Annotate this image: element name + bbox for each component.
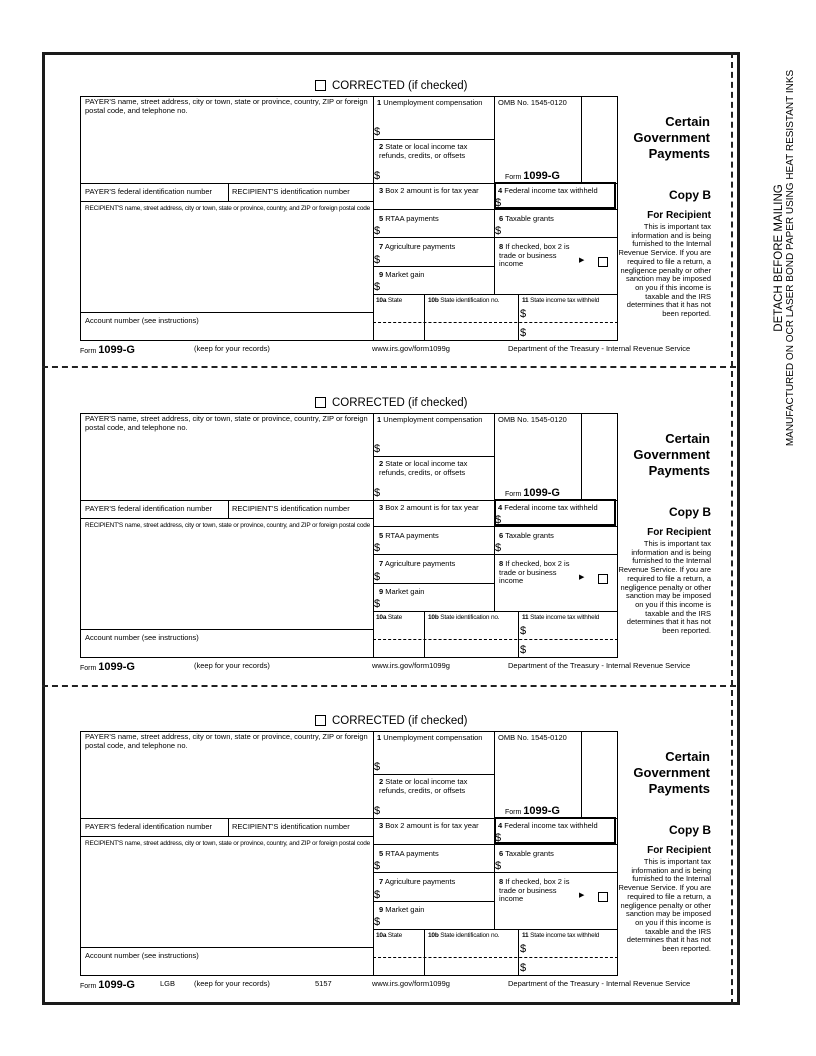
grid-divider [80, 629, 373, 630]
box9-label: Market gain [385, 905, 425, 914]
form-name: 1099-G [98, 979, 135, 991]
grid-divider-dashed [373, 957, 618, 958]
recipient-tin-label: RECIPIENT'S identification number [232, 187, 350, 196]
for-recipient-label: For Recipient [647, 845, 711, 856]
corrected-checkbox[interactable] [315, 80, 326, 91]
box11-label: State income tax withheld [530, 614, 600, 621]
payer-name-label: PAYER'S name, street address, city or town, state or province, country, ZIP or foreign postal code, and telephone no. [85, 414, 368, 432]
box5-dollar: $ [374, 225, 381, 237]
grid-divider [80, 818, 373, 819]
grid-divider [80, 518, 373, 519]
box9-number: 9 [379, 270, 384, 279]
form-1099g-copy [80, 80, 712, 367]
box4-number: 4 [498, 503, 503, 512]
box1-label: Unemployment compensation [383, 415, 483, 424]
form-id [505, 487, 560, 499]
box2-number: 2 [379, 777, 384, 786]
box7-dollar: $ [374, 571, 381, 583]
grid-divider [494, 901, 495, 929]
form-name: 1099-G [98, 661, 135, 673]
department-label: Department of the Treasury - Internal Revenue Service [508, 661, 691, 670]
box6-dollar: $ [495, 542, 502, 554]
box5-dollar: $ [374, 860, 381, 872]
arrow-icon: ▶ [579, 257, 585, 264]
box10b-number: 10b [428, 614, 439, 621]
box1-number: 1 [377, 98, 382, 107]
omb-number: OMB No. 1545-0120 [498, 415, 567, 424]
box11-dollar-2: $ [520, 644, 527, 656]
grid-divider [373, 139, 494, 140]
box2-label: State or local income tax refunds, credits, or offsets [379, 142, 468, 160]
grid-divider [373, 209, 618, 210]
box5-label: RTAA payments [385, 849, 439, 858]
grid-divider [373, 554, 618, 555]
box11-dollar-1: $ [520, 943, 527, 955]
grid-divider [494, 583, 495, 611]
box10b-label: State identification no. [440, 932, 500, 939]
grid-divider [494, 731, 495, 881]
box8-checkbox[interactable] [598, 574, 608, 584]
corrected-checkbox-row [315, 80, 467, 92]
box4-number: 4 [498, 186, 503, 195]
form-id [505, 170, 560, 182]
box4-label: Federal income tax withheld [504, 821, 598, 830]
grid-divider [518, 611, 519, 658]
box5-number: 5 [379, 849, 384, 858]
box9-label: Market gain [385, 587, 425, 596]
grid-divider-dashed [373, 639, 618, 640]
grid-divider [228, 500, 229, 518]
grid-divider [518, 929, 519, 976]
form-title: Certain Government Payments [633, 431, 710, 478]
box4-number: 4 [498, 821, 503, 830]
grid-divider [494, 552, 495, 585]
box10a-label: State [387, 932, 403, 939]
corrected-checkbox[interactable] [315, 715, 326, 726]
box6-number: 6 [499, 531, 504, 540]
box11-dollar-2: $ [520, 327, 527, 339]
grid-divider [494, 413, 495, 563]
form-title: Certain Government Payments [633, 749, 710, 796]
box6-dollar: $ [495, 225, 502, 237]
corrected-label: CORRECTED (if checked) [332, 397, 468, 409]
payer-tin-label: PAYER'S federal identification number [85, 187, 213, 196]
form-word: Form [80, 983, 97, 990]
box2-label: State or local income tax refunds, credits, or offsets [379, 459, 468, 477]
box1-label: Unemployment compensation [383, 98, 483, 107]
box8-number: 8 [499, 242, 504, 251]
corrected-label: CORRECTED (if checked) [332, 80, 468, 92]
box10a-label: State [387, 297, 403, 304]
box7-label: Agriculture payments [384, 877, 456, 886]
box9-dollar: $ [374, 281, 381, 293]
box9-number: 9 [379, 905, 384, 914]
box10b-number: 10b [428, 297, 439, 304]
for-recipient-label: For Recipient [647, 210, 711, 221]
box8-number: 8 [499, 877, 504, 886]
box7-dollar: $ [374, 889, 381, 901]
grid-divider [518, 294, 519, 341]
irs-url[interactable]: www.irs.gov/form1099g [372, 979, 450, 988]
notice-text: This is important tax information and is being furnished to the Internal Revenue Service. If you are required to file a return, a negligence penalty or other sanction may be imposed on you if this income is taxable and the IRS determines that it has not been reported. [618, 857, 711, 954]
grid-divider [373, 611, 618, 612]
side-margin-text [773, 70, 797, 446]
box11-dollar-2: $ [520, 962, 527, 974]
grid-divider [424, 294, 425, 341]
form-word: Form [80, 348, 97, 355]
grid-divider [581, 96, 582, 183]
box7-label: Agriculture payments [384, 559, 456, 568]
grid-divider [424, 611, 425, 658]
footer-lgb: LGB [160, 979, 176, 988]
recipient-name-label: RECIPIENT'S name, street address, city or town, state or province, country, and ZIP or foreign postal code [85, 522, 371, 529]
department-label: Department of the Treasury - Internal Revenue Service [508, 344, 691, 353]
copy-label: Copy B [669, 188, 711, 202]
box1-dollar: $ [374, 126, 381, 138]
form-1099g-copy [80, 715, 712, 1002]
form-title: Certain Government Payments [633, 114, 710, 161]
grid-divider [80, 183, 373, 184]
payer-tin-label: PAYER'S federal identification number [85, 504, 213, 513]
box9-label: Market gain [385, 270, 425, 279]
notice-text: This is important tax information and is being furnished to the Internal Revenue Service. If you are required to file a return, a negligence penalty or other sanction may be imposed on you if this income is taxable and the IRS determines that it has not been reported. [618, 222, 711, 319]
box7-number: 7 [379, 559, 384, 568]
box6-number: 6 [499, 849, 504, 858]
box10a-number: 10a [376, 932, 387, 939]
box9-dollar: $ [374, 598, 381, 610]
omb-number: OMB No. 1545-0120 [498, 98, 567, 107]
box11-label: State income tax withheld [530, 297, 600, 304]
copy-label: Copy B [669, 505, 711, 519]
grid-divider [424, 929, 425, 976]
box6-number: 6 [499, 214, 504, 223]
box3-label: Box 2 amount is for tax year [385, 503, 479, 512]
box9-number: 9 [379, 587, 384, 596]
box8-checkbox[interactable] [598, 892, 608, 902]
keep-records: (keep for your records) [194, 344, 270, 353]
account-number-label: Account number (see instructions) [85, 951, 199, 960]
footer-form-id [80, 979, 135, 991]
grid-divider [373, 872, 618, 873]
grid-divider [581, 731, 582, 818]
recipient-tin-label: RECIPIENT'S identification number [232, 822, 350, 831]
detach-text: DETACH BEFORE MAILING [773, 184, 785, 332]
payer-name-label: PAYER'S name, street address, city or town, state or province, country, ZIP or foreign postal code, and telephone no. [85, 97, 368, 115]
paper-notice-text: MANUFACTURED ON OCR LASER BOND PAPER USING HEAT RESISTANT INKS [785, 69, 796, 447]
grid-divider [373, 456, 494, 457]
corrected-label: CORRECTED (if checked) [332, 715, 468, 727]
box3-label: Box 2 amount is for tax year [385, 821, 479, 830]
box10b-number: 10b [428, 932, 439, 939]
box4-dollar: $ [495, 197, 502, 209]
arrow-icon: ▶ [579, 574, 585, 581]
copy-label: Copy B [669, 823, 711, 837]
footer-form-id [80, 661, 135, 673]
grid-divider [494, 235, 495, 268]
box7-dollar: $ [374, 254, 381, 266]
box3-number: 3 [379, 821, 384, 830]
grid-divider [80, 947, 373, 948]
box2-label: State or local income tax refunds, credits, or offsets [379, 777, 468, 795]
grid-divider [373, 901, 494, 902]
form-word: Form [505, 491, 522, 498]
box10b-label: State identification no. [440, 614, 500, 621]
form-name: 1099-G [523, 170, 560, 182]
form-name: 1099-G [523, 805, 560, 817]
grid-divider [373, 844, 618, 845]
form-word: Form [80, 665, 97, 672]
form-name: 1099-G [98, 344, 135, 356]
grid-divider [373, 583, 494, 584]
grid-divider [494, 96, 495, 246]
box1-number: 1 [377, 415, 382, 424]
grid-divider [228, 818, 229, 836]
box2-dollar: $ [374, 170, 381, 182]
notice-text: This is important tax information and is being furnished to the Internal Revenue Service. If you are required to file a return, a negligence penalty or other sanction may be imposed on you if this income is taxable and the IRS determines that it has not been reported. [618, 539, 711, 636]
form-1099g-copy [80, 397, 712, 684]
grid-divider [80, 201, 373, 202]
department-label: Department of the Treasury - Internal Revenue Service [508, 979, 691, 988]
box2-dollar: $ [374, 487, 381, 499]
corrected-checkbox-row [315, 715, 467, 727]
box2-number: 2 [379, 459, 384, 468]
box1-label: Unemployment compensation [383, 733, 483, 742]
box6-dollar: $ [495, 860, 502, 872]
recipient-name-label: RECIPIENT'S name, street address, city or town, state or province, country, and ZIP or foreign postal code [85, 840, 371, 847]
box2-dollar: $ [374, 805, 381, 817]
form-word: Form [505, 174, 522, 181]
irs-url[interactable]: www.irs.gov/form1099g [372, 661, 450, 670]
corrected-checkbox[interactable] [315, 397, 326, 408]
account-number-label: Account number (see instructions) [85, 633, 199, 642]
box8-checkbox[interactable] [598, 257, 608, 267]
box1-dollar: $ [374, 443, 381, 455]
payer-tin-label: PAYER'S federal identification number [85, 822, 213, 831]
form-word: Form [505, 809, 522, 816]
footer-code: 5157 [315, 979, 332, 988]
grid-divider [581, 413, 582, 500]
box11-number: 11 [522, 932, 529, 939]
box10a-label: State [387, 614, 403, 621]
box11-number: 11 [522, 297, 529, 304]
box4-label: Federal income tax withheld [504, 503, 598, 512]
box5-dollar: $ [374, 542, 381, 554]
box11-label: State income tax withheld [530, 932, 600, 939]
box1-number: 1 [377, 733, 382, 742]
account-number-label: Account number (see instructions) [85, 316, 199, 325]
grid-divider [373, 526, 618, 527]
box5-label: RTAA payments [385, 214, 439, 223]
box4-label: Federal income tax withheld [504, 186, 598, 195]
form-id [505, 805, 560, 817]
grid-divider [80, 500, 373, 501]
box4-dollar: $ [495, 832, 502, 844]
keep-records: (keep for your records) [194, 661, 270, 670]
grid-divider [373, 237, 618, 238]
keep-records: (keep for your records) [194, 979, 270, 988]
box5-number: 5 [379, 214, 384, 223]
grid-divider [494, 266, 495, 294]
box7-label: Agriculture payments [384, 242, 456, 251]
box8-label: If checked, box 2 is trade or business income [499, 559, 570, 586]
box10a-number: 10a [376, 614, 387, 621]
box3-label: Box 2 amount is for tax year [385, 186, 479, 195]
for-recipient-label: For Recipient [647, 527, 711, 538]
box1-dollar: $ [374, 761, 381, 773]
recipient-tin-label: RECIPIENT'S identification number [232, 504, 350, 513]
payer-name-label: PAYER'S name, street address, city or town, state or province, country, ZIP or foreign postal code, and telephone no. [85, 732, 368, 750]
box6-label: Taxable grants [505, 214, 554, 223]
grid-divider [373, 929, 618, 930]
vertical-perforation [731, 52, 733, 1005]
box3-number: 3 [379, 503, 384, 512]
arrow-icon: ▶ [579, 892, 585, 899]
footer-form-id [80, 344, 135, 356]
box4-dollar: $ [495, 514, 502, 526]
grid-divider [373, 774, 494, 775]
box8-label: If checked, box 2 is trade or business income [499, 877, 570, 904]
horizontal-perforation-2 [42, 685, 736, 687]
box10a-number: 10a [376, 297, 387, 304]
box10b-label: State identification no. [440, 297, 500, 304]
box6-label: Taxable grants [505, 849, 554, 858]
box11-dollar-1: $ [520, 308, 527, 320]
form-name: 1099-G [523, 487, 560, 499]
box2-number: 2 [379, 142, 384, 151]
box5-number: 5 [379, 531, 384, 540]
box5-label: RTAA payments [385, 531, 439, 540]
box3-number: 3 [379, 186, 384, 195]
grid-divider [373, 266, 494, 267]
box7-number: 7 [379, 242, 384, 251]
recipient-name-label: RECIPIENT'S name, street address, city or town, state or province, country, and ZIP or foreign postal code [85, 205, 371, 212]
grid-divider [228, 183, 229, 201]
grid-divider [80, 312, 373, 313]
grid-divider [494, 870, 495, 903]
box11-number: 11 [522, 614, 529, 621]
omb-number: OMB No. 1545-0120 [498, 733, 567, 742]
corrected-checkbox-row [315, 397, 467, 409]
box11-dollar-1: $ [520, 625, 527, 637]
box7-number: 7 [379, 877, 384, 886]
grid-divider [80, 836, 373, 837]
box9-dollar: $ [374, 916, 381, 928]
irs-url[interactable]: www.irs.gov/form1099g [372, 344, 450, 353]
grid-divider-dashed [373, 322, 618, 323]
box8-number: 8 [499, 559, 504, 568]
box6-label: Taxable grants [505, 531, 554, 540]
box8-label: If checked, box 2 is trade or business income [499, 242, 570, 269]
grid-divider [373, 294, 618, 295]
